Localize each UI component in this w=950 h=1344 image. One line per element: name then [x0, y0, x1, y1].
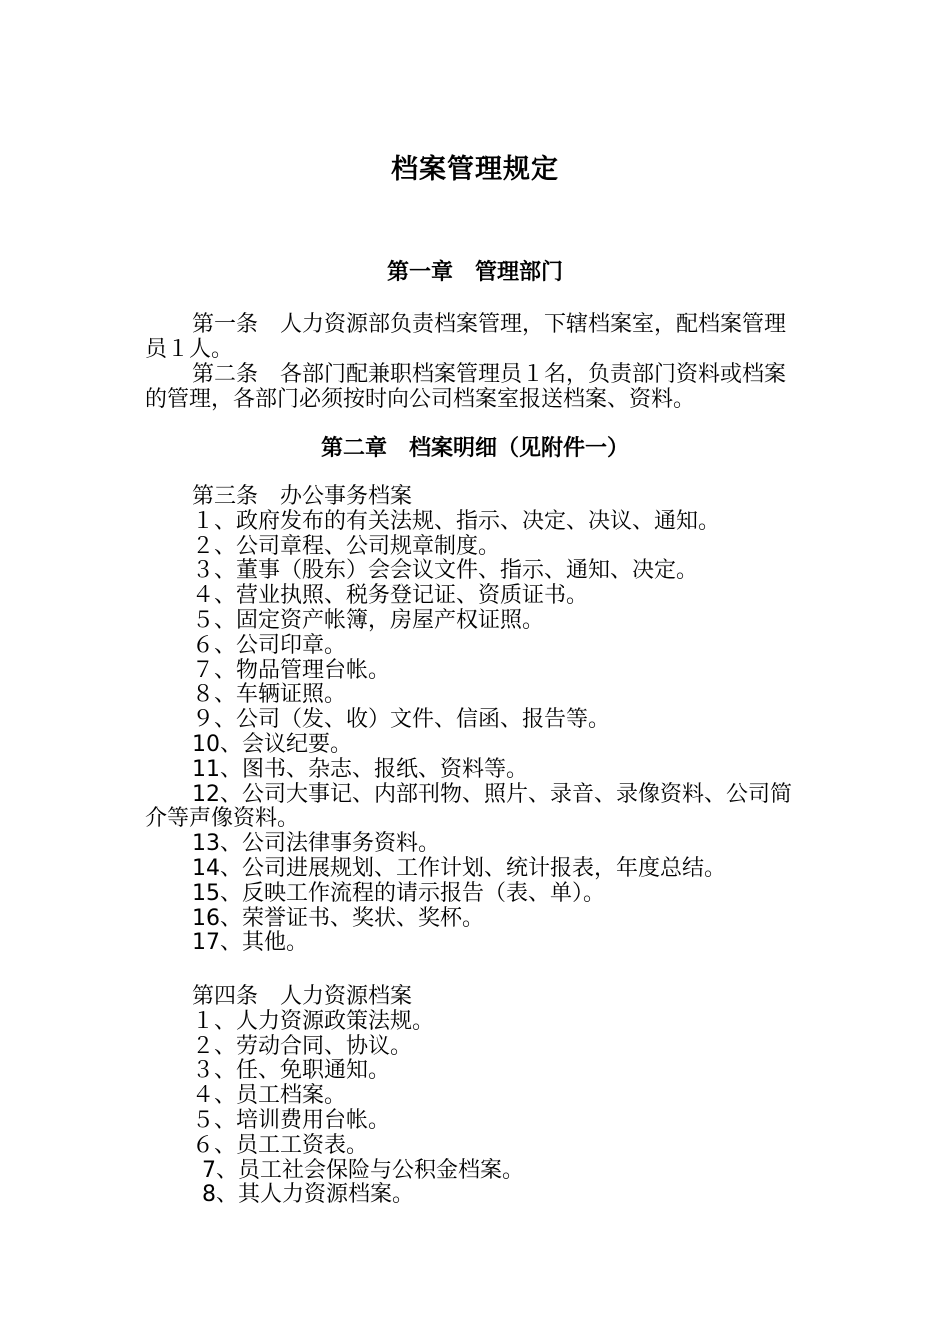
- chapter-1-heading: 第一章 管理部门: [386, 260, 563, 285]
- list-item: ２、公司章程、公司规章制度。: [192, 533, 501, 559]
- list-item: 8、其人力资源档案。: [202, 1182, 414, 1208]
- list-item: ７、物品管理台帐。: [192, 657, 391, 683]
- article-2: 第二条 各部门配兼职档案管理员１名，负责部门资料或档案的管理，各部门必须按时向公司档案室报送档案、资料。: [145, 362, 787, 412]
- list-item: ３、董事（股东）会会议文件、指示、通知、决定。: [192, 558, 699, 584]
- list-item: 7、员工社会保险与公积金档案。: [202, 1157, 524, 1183]
- list-item: ４、营业执照、税务登记证、资质证书。: [192, 583, 589, 609]
- list-item: 14、公司进展规划、工作计划、统计报表，年度总结。: [192, 855, 726, 881]
- list-item: ５、固定资产帐簿，房屋产权证照。: [192, 607, 545, 633]
- list-item: ３、任、免职通知。: [192, 1058, 391, 1084]
- list-item: 15、反映工作流程的请示报告（表、单）。: [192, 880, 605, 906]
- article-4-heading: 第四条 人力资源档案: [192, 984, 413, 1009]
- article-4-list: [145, 985, 805, 1208]
- list-item: ２、劳动合同、协议。: [192, 1033, 413, 1059]
- chapter-2-heading: 第二章 档案明细（见附件一）: [320, 436, 629, 461]
- list-item: 17、其他。: [192, 930, 308, 956]
- list-item: 10、会议纪要。: [192, 731, 352, 757]
- list-item: 11、图书、杂志、报纸、资料等。: [192, 756, 528, 782]
- list-item: ６、公司印章。: [192, 632, 347, 658]
- list-item: ５、培训费用台帐。: [192, 1107, 391, 1133]
- list-item: 16、荣誉证书、奖状、奖杯。: [192, 905, 484, 931]
- list-item: 13、公司法律事务资料。: [192, 831, 440, 857]
- article-3-list: [145, 485, 805, 956]
- list-item: ８、车辆证照。: [192, 682, 347, 708]
- article-1: 第一条 人力资源部负责档案管理，下辖档案室，配档案管理员１人。: [145, 312, 787, 362]
- article-3-heading: 第三条 办公事务档案: [192, 484, 413, 509]
- list-item: ９、公司（发、收）文件、信函、报告等。: [192, 707, 611, 733]
- list-item: １、人力资源政策法规。: [192, 1008, 435, 1034]
- list-item: ６、员工工资表。: [192, 1132, 369, 1158]
- list-item: ４、员工档案。: [192, 1083, 347, 1109]
- list-item: １、政府发布的有关法规、指示、决定、决议、通知。: [192, 508, 721, 534]
- list-item: 12、公司大事记、内部刊物、照片、录音、录像资料、公司简介等声像资料。: [145, 781, 792, 832]
- document-title: 档案管理规定: [391, 154, 559, 185]
